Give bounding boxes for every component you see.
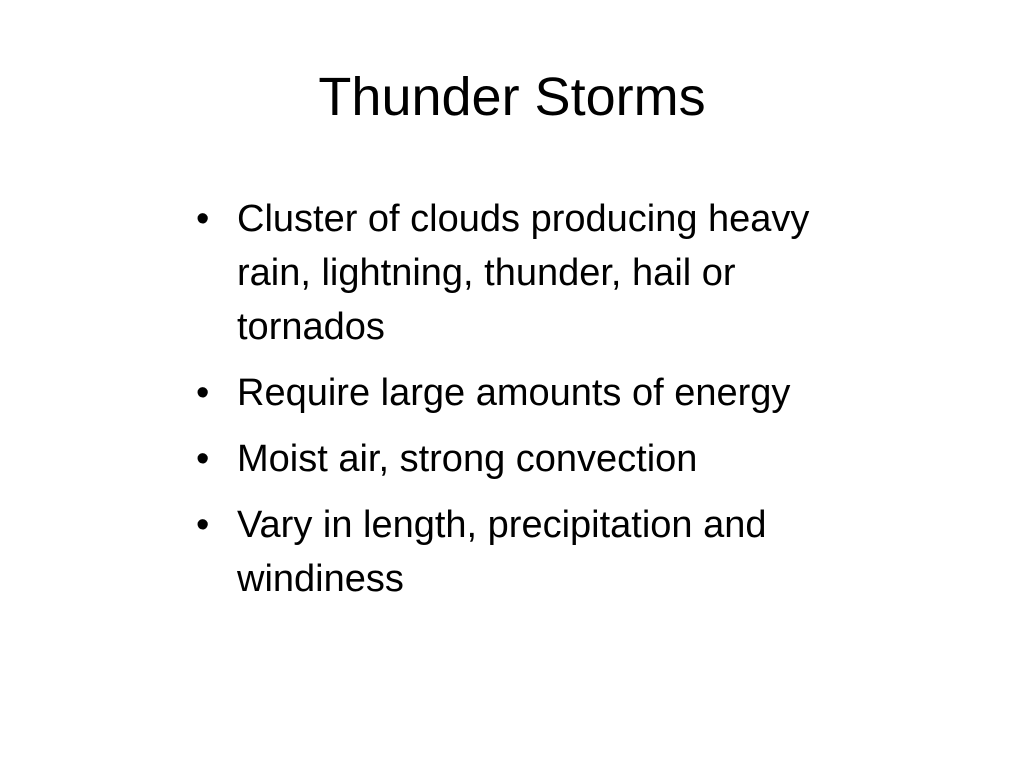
bullet-icon: • — [196, 438, 210, 480]
bullet-text: Moist air, strong convection — [237, 438, 698, 480]
bullet-icon: • — [196, 504, 210, 546]
slide-title: Thunder Storms — [318, 67, 706, 127]
bullet-item — [196, 498, 856, 606]
bullet-item — [196, 366, 856, 420]
bullet-list — [196, 192, 856, 606]
bullet-icon: • — [196, 198, 210, 240]
bullet-item — [196, 192, 856, 354]
bullet-text: Cluster of clouds producing heavy rain, lightning, thunder, hail or tornados — [237, 198, 810, 348]
bullet-text: Require large amounts of energy — [237, 372, 791, 414]
bullet-item — [196, 432, 856, 486]
bullet-text: Vary in length, precipitation and windiness — [237, 504, 767, 600]
bullet-icon: • — [196, 372, 210, 414]
